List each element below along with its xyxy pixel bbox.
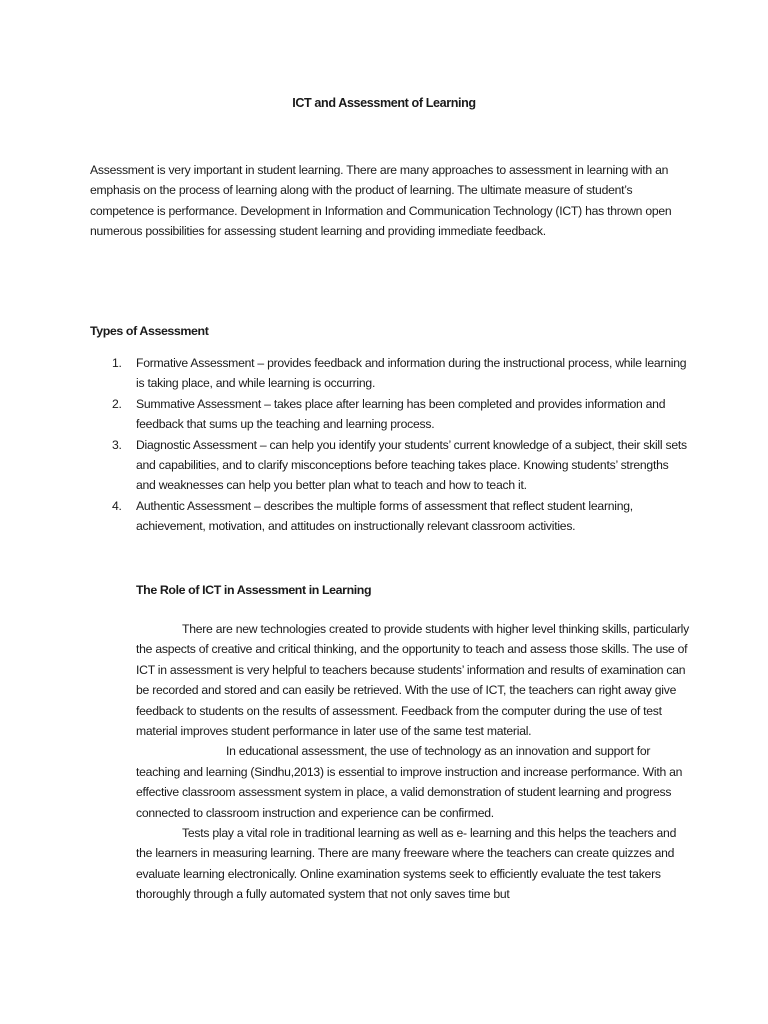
list-item-text: Formative Assessment – provides feedback and information during the instructional process, while learning is taking place, and while learning is occurring. xyxy=(136,356,687,391)
role-paragraph: Tests play a vital role in traditional learning as well as e- learning and this helps the teachers and the learners in measuring learning. There are many freeware where the teachers can create quizzes and evaluate learning electronically. Online examination systems seek to efficiently evaluate the test takers thoroughly through a fully automated system that not only saves time but xyxy=(136,826,677,902)
role-paragraph: There are new technologies created to provide students with higher level thinking skills, particularly the aspects of creative and critical thinking, and the opportunity to teach and assess those skills. The use of ICT in assessment is very helpful to teachers because students’ information and results of examination can be recorded and stored and can easily be retrieved. With the use of ICT, the teachers can right away give feedback to students on the results of assessment. Feedback from the computer during the use of test material improves student performance in later use of the same test material. xyxy=(136,622,689,739)
document-title: ICT and Assessment of Learning xyxy=(292,96,476,110)
list-number: 4. xyxy=(112,498,122,513)
role-heading: The Role of ICT in Assessment in Learning xyxy=(136,583,372,597)
list-number: 3. xyxy=(112,437,122,452)
list-item xyxy=(90,435,690,496)
list-number: 2. xyxy=(112,396,122,411)
list-item-text: Diagnostic Assessment – can help you identify your students’ current knowledge of a subject, their skill sets and capabilities, and to clarify misconceptions before teaching takes place. Knowing students’ strengths and weaknesses can help you better plan what to teach and how to teach it. xyxy=(136,437,687,493)
assessment-types-list xyxy=(90,353,690,537)
list-item-text: Authentic Assessment – describes the multiple forms of assessment that reflect student learning, achievement, motivation, and attitudes on instructionally relevant classroom activities. xyxy=(136,498,633,534)
types-heading: Types of Assessment xyxy=(90,324,209,338)
intro-paragraph: Assessment is very important in student learning. There are many approaches to assessment in learning with an emphasis on the process of learning along with the product of learning. The ultimate measure of student’s competence is performance. Development in Information and Communication Technology (ICT) has thrown open numerous possibilities for assessing student learning and providing immediate feedback. xyxy=(90,163,672,239)
role-section-body xyxy=(136,619,690,905)
list-item-text: Summative Assessment – takes place after learning has been completed and provides information and feedback that sums up the teaching and learning process. xyxy=(136,396,666,432)
role-paragraph: In educational assessment, the use of technology as an innovation and support for teaching and learning (Sindhu,2013) is essential to improve instruction and increase performance. With an effective classroom assessment system in place, a valid demonstration of student learning and progress connected to classroom instruction and experience can be confirmed. xyxy=(136,744,683,820)
list-item xyxy=(90,394,690,435)
list-item xyxy=(90,496,690,537)
list-item xyxy=(90,353,690,394)
list-number: 1. xyxy=(112,356,122,370)
